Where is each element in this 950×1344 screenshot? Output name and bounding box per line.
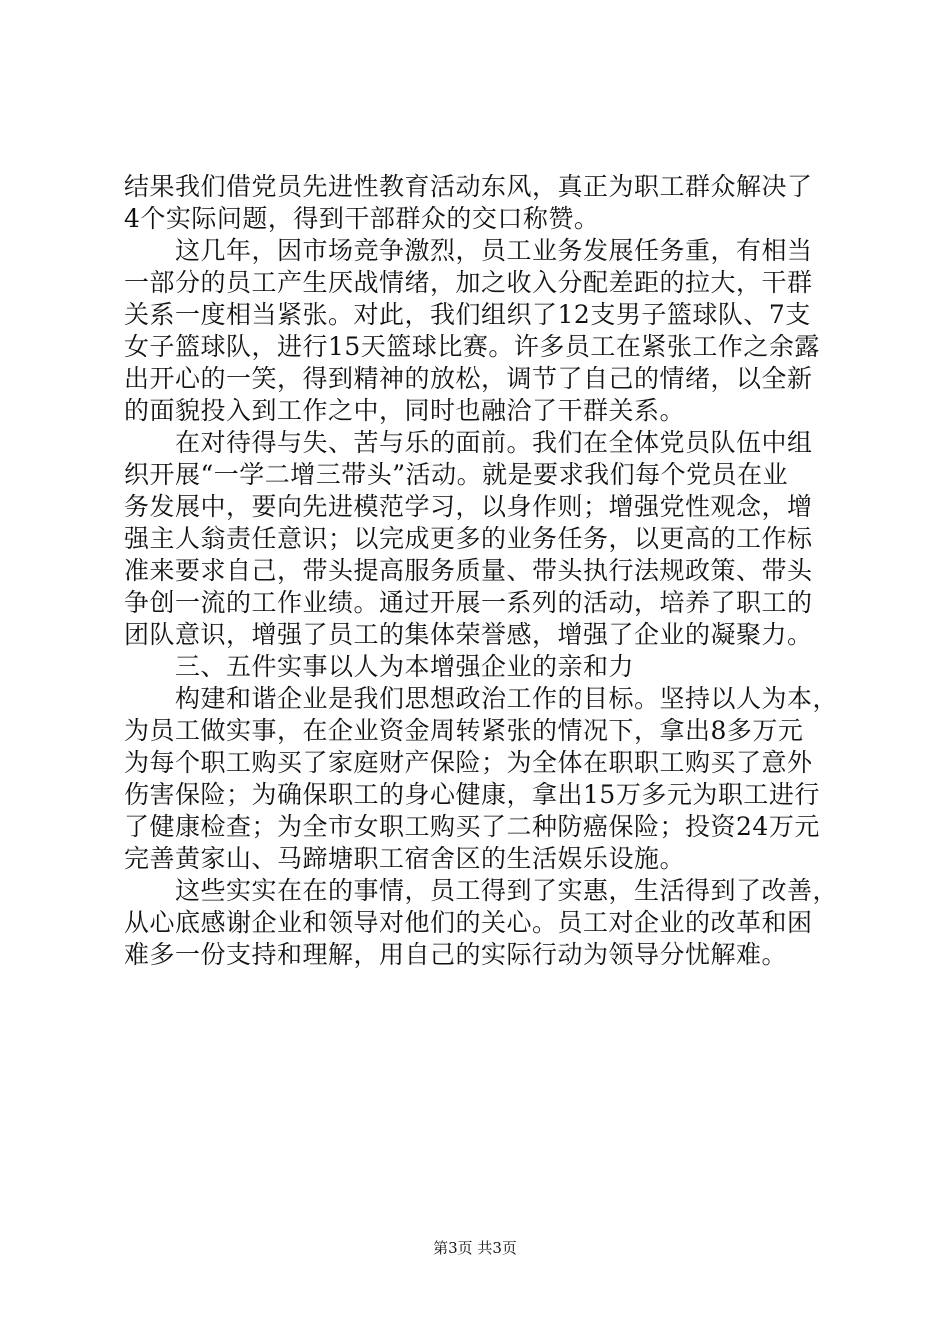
text-line: 一部分的员工产生厌战情绪，加之收入分配差距的拉大，干群 <box>124 268 813 297</box>
text-line: 争创一流的工作业绩。通过开展一系列的活动，培养了职工的 <box>124 588 813 617</box>
text-line: 在对待得与失、苦与乐的面前。我们在全体党员队伍中组 <box>124 428 813 457</box>
paragraph <box>124 235 832 427</box>
text-line: 的面貌投入到工作之中，同时也融洽了干群关系。 <box>124 396 686 425</box>
text-line: 女子篮球队，进行15天篮球比赛。许多员工在紧张工作之余露 <box>124 332 820 361</box>
document-body <box>124 171 839 971</box>
text-line: 这些实实在在的事情，员工得到了实惠，生活得到了改善， <box>124 876 839 905</box>
paragraph <box>124 683 839 875</box>
text-line: 关系一度相当紧张。对此，我们组织了12支男子篮球队、7支 <box>124 300 811 329</box>
page-number-footer: 第3页 共3页 <box>433 1239 517 1257</box>
text-line: 了健康检查；为全市女职工购买了二种防癌保险；投资24万元 <box>124 812 820 841</box>
text-line: 完善黄家山、马蹄塘职工宿舍区的生活娱乐设施。 <box>124 844 686 873</box>
text-line: 伤害保险；为确保职工的身心健康，拿出15万多元为职工进行 <box>124 780 820 809</box>
text-line: 织开展“一学二增三带头”活动。就是要求我们每个党员在业 <box>124 460 789 489</box>
paragraph <box>124 427 832 651</box>
text-line: 为每个职工购买了家庭财产保险；为全体在职职工购买了意外 <box>124 748 813 777</box>
text-line: 出开心的一笑，得到精神的放松，调节了自己的情绪，以全新 <box>124 364 813 393</box>
text-line: 强主人翁责任意识；以完成更多的业务任务，以更高的工作标 <box>124 524 813 553</box>
text-line: 4个实际问题，得到干部群众的交口称赞。 <box>124 204 600 233</box>
section-heading <box>124 651 832 683</box>
text-line: 结果我们借党员先进性教育活动东风，真正为职工群众解决了 <box>124 172 813 201</box>
text-line: 难多一份支持和理解，用自己的实际行动为领导分忧解难。 <box>124 940 788 969</box>
text-line: 准来要求自己，带头提高服务质量、带头执行法规政策、带头 <box>124 556 813 585</box>
text-line: 务发展中，要向先进模范学习，以身作则；增强党性观念，增 <box>124 492 813 521</box>
text-line: 团队意识，增强了员工的集体荣誉感，增强了企业的凝聚力。 <box>124 620 813 649</box>
text-line: 为员工做实事，在企业资金周转紧张的情况下，拿出8多万元 <box>124 716 804 745</box>
text-line: 从心底感谢企业和领导对他们的关心。员工对企业的改革和困 <box>124 908 813 937</box>
text-line: 三、五件实事以人为本增强企业的亲和力 <box>124 652 635 681</box>
paragraph <box>124 171 832 235</box>
paragraph <box>124 875 839 971</box>
text-line: 这几年，因市场竞争激烈，员工业务发展任务重，有相当 <box>124 236 813 265</box>
text-line: 构建和谐企业是我们思想政治工作的目标。坚持以人为本， <box>124 684 839 713</box>
